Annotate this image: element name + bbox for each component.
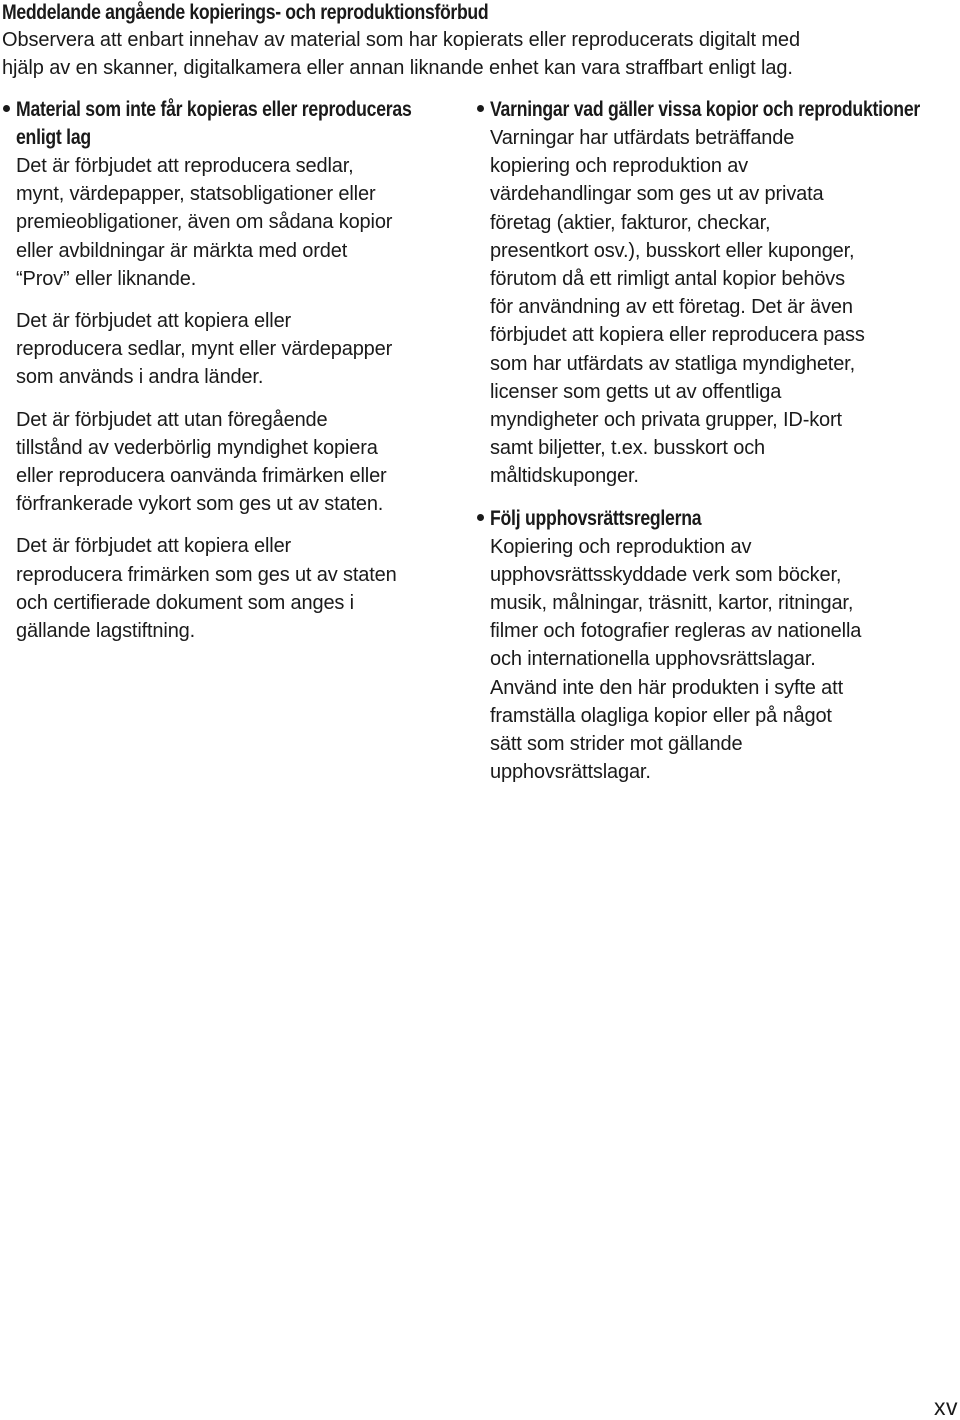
text-line: och internationella upphovsrättslagar. [490, 648, 816, 671]
bullet-dot-icon [3, 105, 10, 112]
text-line: gällande lagstiftning. [16, 620, 196, 643]
text-line: företag (aktier, fakturor, checkar, [490, 211, 771, 234]
bullet-warnings [474, 96, 944, 491]
text-line: samt biljetter, t.ex. busskort och [490, 437, 766, 460]
text-line: Använd inte den här produkten i syfte att [490, 676, 843, 699]
text-line: Det är förbjudet att kopiera eller [16, 535, 292, 558]
text-line: som har utfärdats av statliga myndigheter, [490, 352, 855, 375]
text-line: Det är förbjudet att reproducera sedlar, [16, 155, 354, 177]
bullet-dot-icon [477, 514, 484, 521]
text-line: upphovsrättsskyddade verk som böcker, [490, 563, 842, 586]
text-line: förutom då ett rimligt antal kopior behövs [490, 268, 845, 291]
text-line: Det är förbjudet att kopiera eller [16, 310, 292, 333]
paragraph [490, 533, 944, 787]
text-line: reproducera frimärken som ges ut av staten [16, 563, 397, 586]
text-line: mynt, värdepapper, statsobligationer eller [16, 183, 376, 206]
text-line: licenser som getts ut av offentliga [490, 380, 782, 403]
paragraph [490, 124, 944, 491]
right-column [474, 96, 944, 786]
paragraph [16, 307, 455, 392]
bullet-title: Följ upphovsrättsreglerna [490, 506, 702, 530]
paragraph [16, 152, 455, 293]
page-title: Meddelande angående kopierings- och reproduktionsförbud [2, 1, 489, 24]
bullet-title [16, 96, 412, 152]
text-line: förbjudet att kopiera eller reproducera pass [490, 324, 865, 347]
bullet-prohibited-material [0, 96, 455, 645]
intro-line: Observera att enbart innehav av material som har kopierats eller reproducerats digitalt med [2, 29, 800, 51]
intro-text [2, 26, 952, 82]
text-line: Varningar har utfärdats beträffande [490, 127, 795, 149]
text-line: förfrankerade vykort som ges ut av staten. [16, 493, 384, 516]
text-line: Det är förbjudet att utan föregående [16, 408, 328, 431]
text-line: musik, målningar, träsnitt, kartor, ritningar, [490, 592, 854, 615]
text-line: värdehandlingar som ges ut av privata [490, 183, 824, 206]
bullet-title-line: Material som inte får kopieras eller reproduceras [16, 98, 412, 121]
text-line: eller avbildningar är märkta med ordet [16, 239, 348, 262]
text-line: premieobligationer, även om sådana kopior [16, 211, 393, 234]
bullet-title-line: enligt lag [16, 126, 91, 149]
text-line: sätt som strider mot gällande [490, 733, 743, 756]
left-column [0, 96, 455, 645]
page-heading [2, 0, 952, 82]
paragraph [16, 406, 455, 519]
text-line: och certifierade dokument som anges i [16, 591, 354, 614]
text-line: presentkort osv.), busskort eller kuponger, [490, 239, 855, 262]
text-line: tillstånd av vederbörlig myndighet kopiera [16, 436, 378, 459]
text-line: filmer och fotografier regleras av nationella [490, 620, 862, 643]
text-line: för användning av ett företag. Det är även [490, 296, 853, 319]
text-line: framställa olagliga kopior eller på något [490, 704, 832, 727]
text-line: eller reproducera oanvända frimärken eller [16, 465, 387, 488]
text-line: som används i andra länder. [16, 366, 264, 389]
bullet-title: Varningar vad gäller vissa kopior och reproduktioner [490, 98, 921, 121]
text-line: myndigheter och privata grupper, ID-kort [490, 409, 842, 432]
bullet-dot-icon [477, 105, 484, 112]
bullet-copyright [474, 505, 944, 787]
intro-line: hjälp av en skanner, digitalkamera eller annan liknande enhet kan vara straffbart enligt lag. [2, 57, 793, 79]
text-line: kopiering och reproduktion av [490, 155, 749, 178]
text-line: upphovsrättslagar. [490, 761, 651, 784]
page-number: xv [934, 1394, 958, 1420]
text-line: måltidskuponger. [490, 465, 639, 488]
text-line: “Prov” eller liknande. [16, 267, 197, 290]
text-line: reproducera sedlar, mynt eller värdepapper [16, 338, 393, 361]
text-line: Kopiering och reproduktion av [490, 535, 752, 558]
paragraph [16, 532, 455, 645]
